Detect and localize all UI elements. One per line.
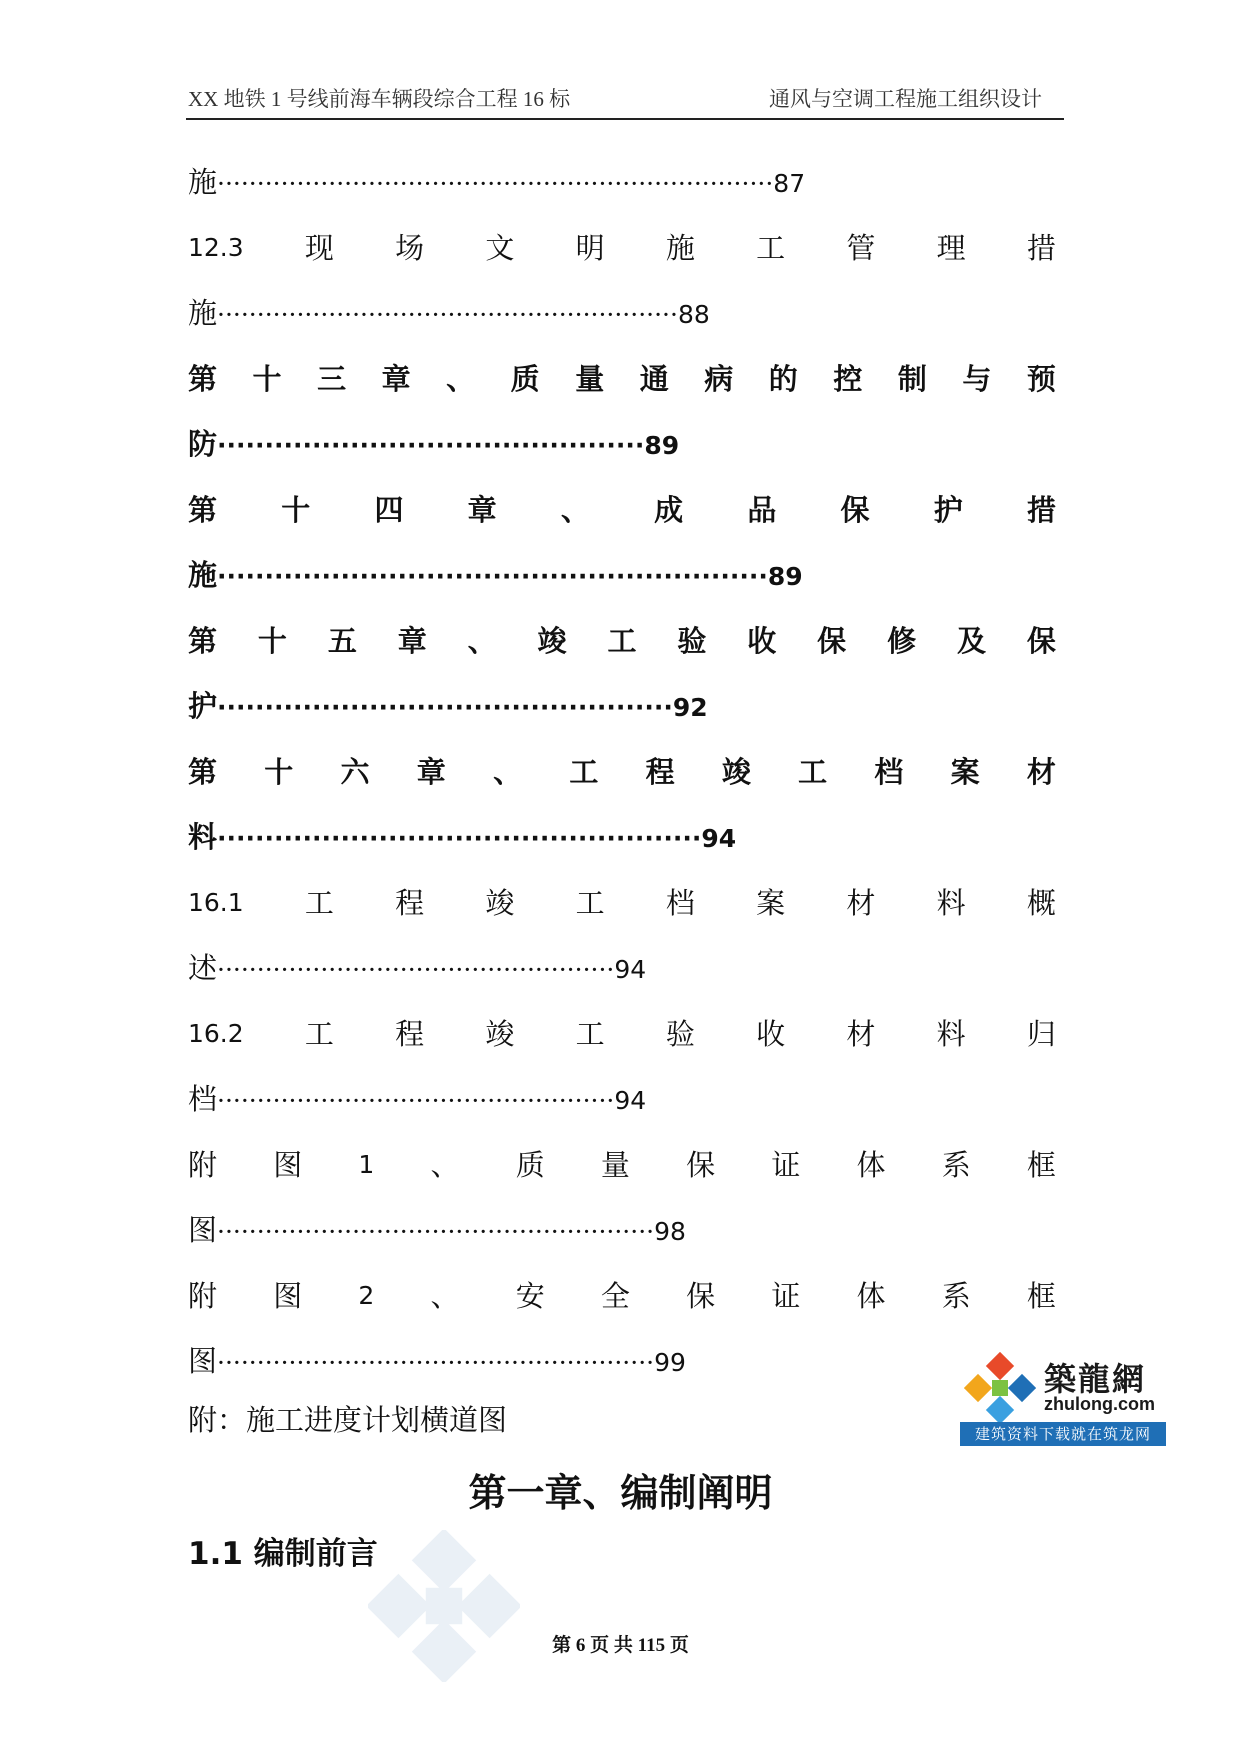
toc-page-number: 89 xyxy=(644,431,680,460)
toc-entry-char: 证 xyxy=(771,1148,801,1182)
toc-entry-char: 材 xyxy=(846,886,876,920)
toc-entry-page-line[interactable] xyxy=(188,422,1056,466)
toc-entry-char: 案 xyxy=(756,886,786,920)
toc-entry-char: 品 xyxy=(747,493,777,527)
toc-entry-char: 料 xyxy=(936,886,966,920)
toc-entry-char: 防 xyxy=(188,427,218,461)
toc-entry-char: 章 xyxy=(467,493,497,527)
toc-entry-char: 十 xyxy=(257,624,287,658)
toc-entry-char: 、 xyxy=(560,493,590,527)
toc-entry-title-line[interactable] xyxy=(188,619,1056,663)
toc-entry-char: 护 xyxy=(933,493,963,527)
toc-leader-dots: ············································· xyxy=(217,431,645,460)
toc-entry-char: 1 xyxy=(358,1150,375,1179)
toc-entry-char: 附 xyxy=(188,1279,218,1313)
toc-entry-char: 六 xyxy=(340,755,370,789)
toc-entry-char: 修 xyxy=(887,624,917,658)
toc-entry-char: 图 xyxy=(273,1148,303,1182)
toc-entry-title-line[interactable] xyxy=(188,881,1056,925)
toc-leader-dots: ······················································· xyxy=(217,1348,655,1377)
toc-entry-char: 控 xyxy=(833,362,863,396)
toc-leader-dots: ·························································· xyxy=(217,300,678,329)
toc-entry-char: 护 xyxy=(188,689,218,723)
toc-entry-char: 案 xyxy=(950,755,980,789)
toc-entry-title-line[interactable] xyxy=(188,226,1056,270)
toc-entry-char: 、 xyxy=(446,362,476,396)
toc-entry-char: 料 xyxy=(188,820,218,854)
toc-entry-char: 竣 xyxy=(537,624,567,658)
toc-entry-char: 保 xyxy=(686,1279,716,1313)
toc-leader-dots: ······································································ xyxy=(217,169,774,198)
toc-entry-char: 工 xyxy=(756,231,786,265)
appendix-schedule-line: 附：施工进度计划横道图 xyxy=(188,1403,508,1437)
toc-entry-page-line[interactable] xyxy=(188,1339,1056,1383)
toc-entry-char: 、 xyxy=(430,1279,460,1313)
toc-page-number: 94 xyxy=(614,955,647,984)
toc-entry-page-line[interactable] xyxy=(188,291,1056,335)
toc-entry-char: 第 xyxy=(188,755,218,789)
toc-page-number: 99 xyxy=(654,1348,686,1377)
toc-entry-char: 病 xyxy=(704,362,734,396)
toc-entry-char: 十 xyxy=(252,362,282,396)
toc-entry-char: 质 xyxy=(510,362,540,396)
toc-entry-char: 章 xyxy=(416,755,446,789)
page-header xyxy=(186,88,1064,120)
toc-entry-char: 述 xyxy=(188,951,218,985)
toc-entry-char: 十 xyxy=(281,493,311,527)
toc-entry-char: 现 xyxy=(304,231,334,265)
toc-entry-char: 图 xyxy=(273,1279,303,1313)
toc-entry-char: 竣 xyxy=(721,755,751,789)
toc-entry-char: 第 xyxy=(188,493,218,527)
toc-entry-char: 工 xyxy=(304,1017,334,1051)
toc-entry-char: 竣 xyxy=(485,1017,515,1051)
toc-entry-char: 通 xyxy=(639,362,669,396)
toc-entry-char: 、 xyxy=(430,1148,460,1182)
toc-entry-char: 保 xyxy=(1026,624,1056,658)
toc-entry-char: 保 xyxy=(817,624,847,658)
toc-entry-page-line[interactable] xyxy=(188,1077,1056,1121)
toc-leader-dots: ·················································· xyxy=(217,955,615,984)
toc-entry-char: 明 xyxy=(575,231,605,265)
toc-entry-char: 工 xyxy=(575,886,605,920)
toc-entry-char: 工 xyxy=(575,1017,605,1051)
toc-entry-char: 五 xyxy=(327,624,357,658)
toc-entry-page-line[interactable] xyxy=(188,160,1056,204)
toc-entry-char: 12.3 xyxy=(188,233,244,262)
toc-entry-page-line[interactable] xyxy=(188,946,1056,990)
toc-entry-char: 框 xyxy=(1026,1279,1056,1313)
toc-leader-dots: ·························································· xyxy=(217,562,768,591)
toc-entry-char: 量 xyxy=(575,362,605,396)
toc-entry-char: 质 xyxy=(515,1148,545,1182)
toc-entry-char: 量 xyxy=(600,1148,630,1182)
toc-entry-char: 2 xyxy=(358,1281,375,1310)
toc-entry-char: 16.2 xyxy=(188,1019,244,1048)
toc-entry-char: 安 xyxy=(515,1279,545,1313)
toc-entry-char: 十 xyxy=(264,755,294,789)
toc-entry-char: 制 xyxy=(897,362,927,396)
toc-entry-char: 档 xyxy=(665,886,695,920)
toc-page-number: 94 xyxy=(614,1086,647,1115)
toc-entry-page-line[interactable] xyxy=(188,553,1056,597)
toc-entry-page-line[interactable] xyxy=(188,684,1056,728)
zhulong-logo[interactable] xyxy=(960,1350,1166,1446)
toc-leader-dots: ················································ xyxy=(217,693,673,722)
toc-entry-char: 材 xyxy=(846,1017,876,1051)
toc-entry-char: 系 xyxy=(941,1279,971,1313)
toc-leader-dots: ·················································· xyxy=(217,1086,615,1115)
toc-page-number: 89 xyxy=(767,562,803,591)
toc-entry-char: 施 xyxy=(665,231,695,265)
toc-entry-char: 施 xyxy=(188,558,218,592)
toc-entry-char: 竣 xyxy=(485,886,515,920)
toc-entry-char: 程 xyxy=(395,1017,425,1051)
toc-entry-char: 、 xyxy=(467,624,497,658)
toc-entry-char: 验 xyxy=(677,624,707,658)
toc-entry-char: 工 xyxy=(304,886,334,920)
logo-chinese-name: 築龍網 xyxy=(1044,1360,1147,1398)
toc-entry-char: 档 xyxy=(188,1082,218,1116)
toc-entry-char: 16.1 xyxy=(188,888,244,917)
toc-entry-char: 归 xyxy=(1026,1017,1056,1051)
toc-entry-title-line[interactable] xyxy=(188,1143,1056,1187)
toc-entry-char: 保 xyxy=(686,1148,716,1182)
toc-entry-char: 章 xyxy=(381,362,411,396)
toc-entry-char: 系 xyxy=(941,1148,971,1182)
toc-page-number: 88 xyxy=(677,300,710,329)
toc-entry-char: 管 xyxy=(846,231,876,265)
toc-entry-char: 料 xyxy=(936,1017,966,1051)
toc-entry-char: 档 xyxy=(874,755,904,789)
toc-leader-dots: ······················································· xyxy=(217,1217,655,1246)
toc-entry-char: 工 xyxy=(798,755,828,789)
logo-tagline: 建筑资料下载就在筑龙网 xyxy=(960,1422,1166,1446)
toc-entry-char: 及 xyxy=(956,624,986,658)
toc-entry-page-line[interactable] xyxy=(188,815,1056,859)
toc-entry-char: 的 xyxy=(768,362,798,396)
toc-entry-char: 施 xyxy=(188,165,218,199)
watermark-logo xyxy=(368,1530,520,1682)
toc-entry-char: 场 xyxy=(395,231,425,265)
toc-entry-char: 图 xyxy=(188,1213,218,1247)
page-footer: 第 6 页 共 115 页 xyxy=(552,1635,689,1656)
toc-entry-char: 第 xyxy=(188,624,218,658)
toc-page-number: 94 xyxy=(701,824,737,853)
section-title: 1.1 编制前言 xyxy=(188,1536,378,1572)
toc-entry-char: 材 xyxy=(1026,755,1056,789)
logo-domain: zhulong.com xyxy=(1044,1394,1155,1414)
toc-entry-title-line[interactable] xyxy=(188,750,1056,794)
toc-entry-char: 工 xyxy=(569,755,599,789)
toc-entry-char: 章 xyxy=(397,624,427,658)
toc-entry-title-line[interactable] xyxy=(188,488,1056,532)
toc-entry-page-line[interactable] xyxy=(188,1208,1056,1252)
toc-entry-char: 验 xyxy=(665,1017,695,1051)
toc-entry-char: 图 xyxy=(188,1344,218,1378)
toc-entry-char: 理 xyxy=(936,231,966,265)
toc-entry-char: 框 xyxy=(1026,1148,1056,1182)
toc-entry-char: 、 xyxy=(493,755,523,789)
toc-entry-char: 程 xyxy=(645,755,675,789)
toc-page-number: 87 xyxy=(773,169,806,198)
toc-entry-char: 体 xyxy=(856,1279,886,1313)
toc-entry-char: 措 xyxy=(1026,493,1056,527)
toc-entry-title-line[interactable] xyxy=(188,1274,1056,1318)
toc-entry-char: 保 xyxy=(840,493,870,527)
toc-entry-char: 与 xyxy=(962,362,992,396)
zhulong-star-icon xyxy=(964,1352,1036,1424)
toc-page-number: 92 xyxy=(672,693,708,722)
toc-entry-char: 措 xyxy=(1026,231,1056,265)
toc-entry-char: 附 xyxy=(188,1148,218,1182)
toc-entry-char: 文 xyxy=(485,231,515,265)
toc-entry-char: 四 xyxy=(374,493,404,527)
toc-leader-dots: ··················································· xyxy=(217,824,702,853)
toc-page-number: 98 xyxy=(654,1217,686,1246)
chapter-title: 第一章、编制阐明 xyxy=(468,1471,773,1515)
toc-entry-char: 体 xyxy=(856,1148,886,1182)
header-project-title: XX 地铁 1 号线前海车辆段综合工程 16 标 xyxy=(188,87,571,111)
toc-entry-char: 收 xyxy=(747,624,777,658)
toc-entry-char: 施 xyxy=(188,296,218,330)
toc-entry-char: 程 xyxy=(395,886,425,920)
toc-entry-char: 概 xyxy=(1026,886,1056,920)
toc-entry-char: 收 xyxy=(756,1017,786,1051)
toc-entry-char: 第 xyxy=(188,362,218,396)
toc-entry-title-line[interactable] xyxy=(188,357,1056,401)
toc-entry-char: 工 xyxy=(607,624,637,658)
toc-entry-title-line[interactable] xyxy=(188,1012,1056,1056)
toc-entry-char: 证 xyxy=(771,1279,801,1313)
toc-entry-char: 成 xyxy=(654,493,684,527)
toc-entry-char: 预 xyxy=(1026,362,1056,396)
toc-entry-char: 三 xyxy=(317,362,347,396)
header-document-title: 通风与空调工程施工组织设计 xyxy=(769,87,1042,111)
toc-entry-char: 全 xyxy=(600,1279,630,1313)
